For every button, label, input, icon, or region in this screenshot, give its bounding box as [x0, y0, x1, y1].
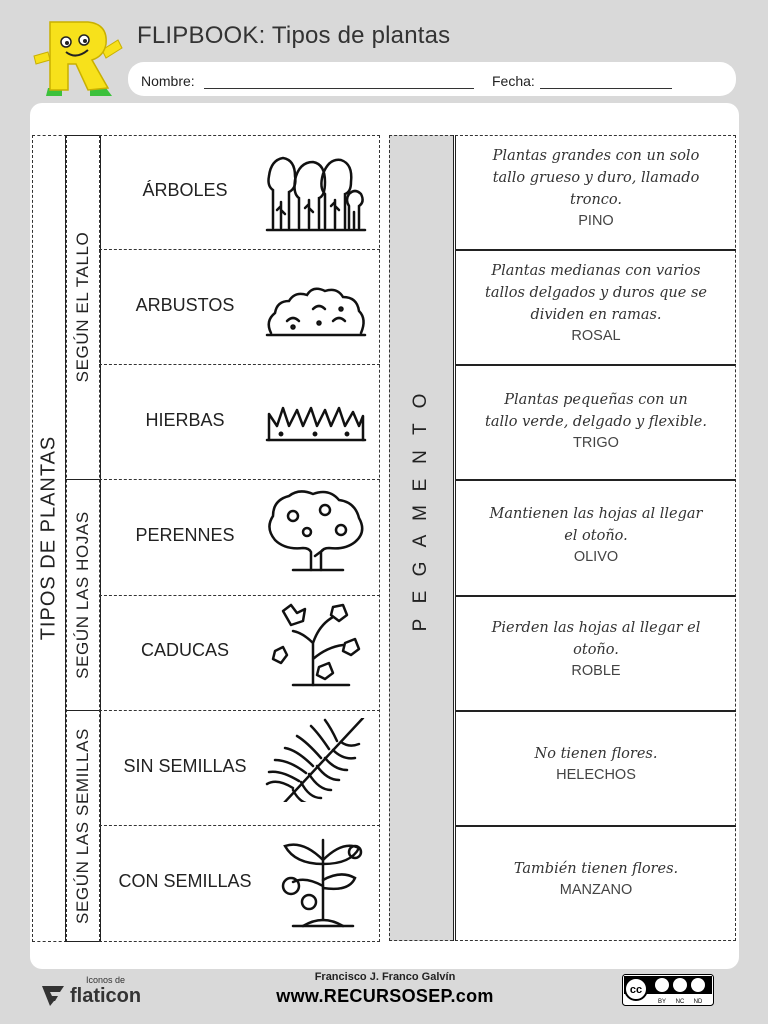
main-label: TIPOS DE PLANTAS [37, 435, 60, 641]
description-arbustos [458, 260, 734, 346]
category-label-hojas: SEGÚN LAS HOJAS [73, 511, 92, 679]
row-label-caducas: CADUCAS [140, 640, 229, 660]
description-line: No tienen flores. [534, 746, 658, 762]
row-label-hierbas: HIERBAS [145, 410, 225, 430]
website-link[interactable]: www.RECURSOSEP.com [276, 986, 494, 1006]
glue-letter: E [410, 590, 431, 604]
row-label-perennes: PERENNES [135, 525, 235, 545]
autumn-tree-icon [263, 603, 369, 687]
author: Francisco J. Franco Galvín [314, 971, 456, 983]
glue-letter: G [410, 561, 431, 577]
description-line: Mantienen las hojas al llegar [489, 506, 703, 522]
logo [28, 18, 124, 100]
category-divider [65, 710, 101, 711]
category-label-semillas: SEGÚN LAS SEMILLAS [73, 728, 92, 924]
glue-letter: O [410, 393, 431, 409]
cut-line [99, 710, 380, 711]
icons-credit: Iconos de [86, 975, 126, 985]
description-line: Plantas pequeñas con un [504, 392, 688, 408]
description-divider [455, 249, 736, 251]
example-label: ROSAL [571, 328, 621, 344]
description-divider [455, 364, 736, 366]
row-label-arboles: ÁRBOLES [142, 180, 228, 200]
cut-line [99, 825, 380, 826]
example-label: HELECHOS [556, 767, 636, 783]
example-label: PINO [578, 213, 614, 229]
glue-letter: M [410, 505, 431, 521]
description-line: tallos delgados y duros que se [485, 285, 707, 301]
svg-text:NC: NC [675, 999, 685, 1005]
description-line: También tienen flores. [513, 861, 679, 877]
description-line: dividen en ramas. [530, 307, 662, 323]
example-label: ROBLE [571, 663, 621, 679]
row-label-arbustos: ARBUSTOS [135, 295, 235, 315]
svg-text:cc: cc [629, 984, 643, 996]
example-label: OLIVO [573, 549, 619, 565]
date-label: Fecha: [492, 73, 535, 89]
example-label: MANZANO [559, 882, 633, 898]
description-divider [455, 710, 736, 712]
cut-line [99, 479, 380, 480]
cut-line [99, 364, 380, 365]
category-label-tallo: SEGÚN EL TALLO [73, 231, 92, 383]
page-title: FLIPBOOK: Tipos de plantas [137, 22, 451, 49]
description-line: Plantas medianas con varios [491, 263, 701, 279]
glue-letter: E [410, 478, 431, 492]
description-divider [455, 825, 736, 827]
description-con-semillas [458, 858, 734, 900]
description-line: Plantas grandes con un solo [492, 148, 700, 164]
date-field[interactable] [540, 88, 672, 89]
glue-letter: P [410, 618, 431, 632]
cut-line [99, 595, 380, 596]
seedling-plant-icon [263, 830, 369, 914]
fruit-tree-icon [263, 490, 369, 574]
category-divider [65, 479, 101, 480]
bushes-icon [263, 265, 369, 349]
glue-letter: A [410, 534, 431, 548]
cut-line [99, 249, 380, 250]
glue-letter: T [410, 423, 431, 435]
description-hierbas [458, 389, 734, 453]
row-label-con-semillas: CON SEMILLAS [118, 871, 252, 891]
description-caducas [458, 617, 734, 681]
row-label-sin-semillas: SIN SEMILLAS [123, 756, 247, 776]
svg-text:BY: BY [657, 999, 667, 1005]
svg-text:ND: ND [693, 999, 703, 1005]
description-divider [455, 595, 736, 597]
description-perennes [458, 503, 734, 567]
description-arboles [458, 145, 734, 231]
description-divider [455, 479, 736, 481]
name-date-bar [128, 62, 736, 96]
description-line: tallo verde, delgado y flexible. [485, 414, 707, 430]
flaticon-logo-icon [40, 984, 66, 1011]
grass-icon [263, 380, 369, 464]
cc-license-badge [622, 974, 714, 1006]
glue-letter: N [410, 450, 431, 464]
description-line: tallo grueso y duro, llamado [492, 170, 700, 186]
description-sin-semillas [458, 743, 734, 785]
glue-border [389, 135, 453, 941]
name-field[interactable] [204, 88, 474, 89]
description-line: el otoño. [564, 528, 628, 544]
name-label: Nombre: [141, 73, 195, 89]
trees-icon [263, 150, 369, 234]
description-line: otoño. [573, 642, 619, 658]
description-line: tronco. [569, 192, 623, 208]
example-label: TRIGO [573, 435, 619, 451]
fern-icon [263, 718, 369, 802]
description-line: Pierden las hojas al llegar el [491, 620, 701, 636]
flaticon-brand: flaticon [70, 985, 142, 1007]
